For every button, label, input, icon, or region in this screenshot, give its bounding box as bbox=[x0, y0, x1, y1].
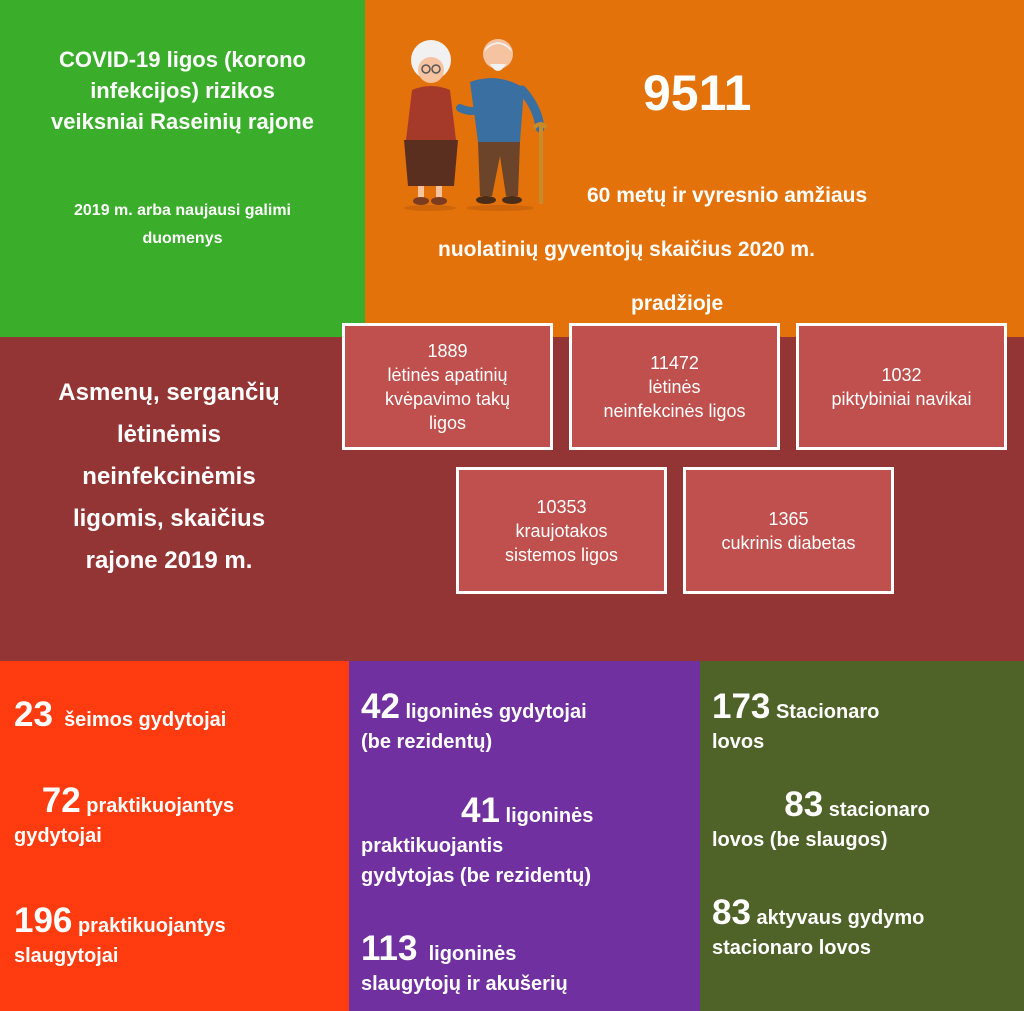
stat-hospital-doctors: 42 ligoninės gydytojai (be rezidentų) bbox=[361, 687, 587, 753]
page-subtitle: 2019 m. arba naujausi galimi duomenys bbox=[74, 202, 291, 247]
stat-practicing-doctors: 72 praktikuojantys gydytojai bbox=[14, 781, 235, 847]
stat-beds-without-care: 83 stacionaro lovos (be slaugos) bbox=[712, 785, 930, 851]
stat-hospital-practicing-doctor: 41 ligoninės praktikuojantis gydytojas (be rezidentų) bbox=[361, 791, 594, 887]
disease-box-circulatory: 10353 kraujotakos sistemos ligos bbox=[456, 467, 667, 594]
stat-active-treatment-beds: 83 aktyvaus gydymo stacionaro lovos bbox=[712, 893, 925, 959]
population-caption-line-3: pradžioje bbox=[631, 292, 724, 315]
population-caption-line-2: nuolatinių gyventojų skaičius 2020 m. bbox=[438, 238, 815, 261]
disease-box-noncommunicable: 11472 lėtinės neinfekcinės ligos bbox=[569, 323, 780, 450]
population-value: 9511 bbox=[643, 65, 752, 121]
disease-box-respiratory: 1889 lėtinės apatinių kvėpavimo takų ligos bbox=[342, 323, 553, 450]
disease-box-cancer: 1032 piktybiniai navikai bbox=[796, 323, 1007, 450]
stat-hospital-nurses: 113 ligoninės slaugytojų ir akušerių bbox=[361, 929, 568, 995]
stat-family-doctors: 23 šeimos gydytojai bbox=[14, 695, 227, 734]
page-title: COVID-19 ligos (korono infekcijos) rizikos veiksniai Raseinių rajone bbox=[51, 47, 314, 134]
stat-inpatient-beds: 173 Stacionaro lovos bbox=[712, 687, 880, 753]
disease-box-diabetes: 1365 cukrinis diabetas bbox=[683, 467, 894, 594]
population-caption-line-1: 60 metų ir vyresnio amžiaus bbox=[587, 184, 868, 207]
elderly-couple-icon bbox=[400, 38, 550, 210]
chronic-diseases-title: Asmenų, sergančių lėtinėmis neinfekcinėmis ligomis, skaičius rajone 2019 m. bbox=[58, 379, 280, 574]
stat-practicing-nurses: 196 praktikuojantys slaugytojai bbox=[14, 901, 226, 967]
